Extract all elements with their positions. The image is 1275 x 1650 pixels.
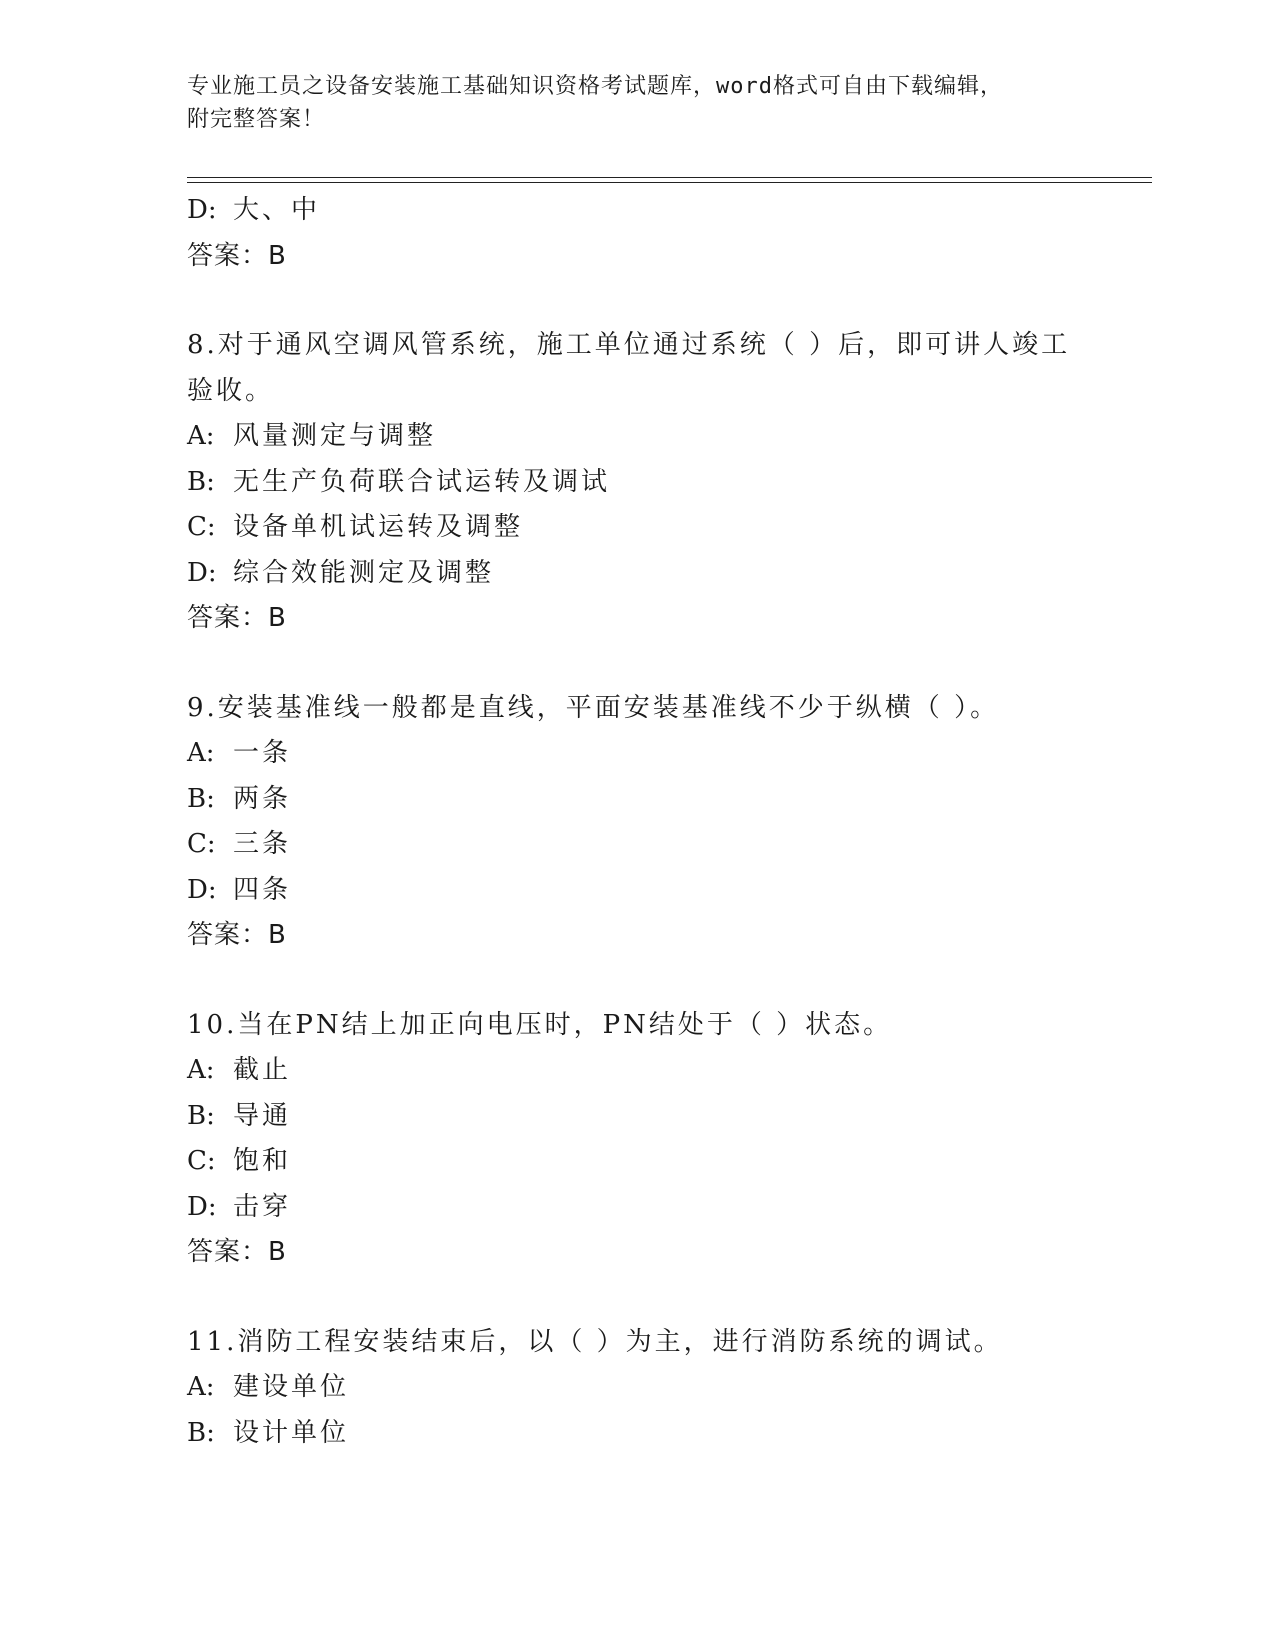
option-b bbox=[187, 460, 1087, 506]
answer: 答案：B bbox=[187, 920, 287, 950]
question-stem: 9.安装基准线一般都是直线，平面安装基准线不少于纵横（ ）。 bbox=[187, 692, 1000, 723]
option-letter: B: bbox=[187, 1100, 215, 1131]
question-11 bbox=[187, 1320, 1087, 1457]
question-list bbox=[187, 188, 1087, 1456]
header-line-1: 专业施工员之设备安装施工基础知识资格考试题库，word格式可自由下载编辑， bbox=[187, 74, 1003, 99]
option-a bbox=[187, 731, 1087, 777]
option-letter: D: bbox=[187, 557, 217, 588]
header-divider-top bbox=[187, 177, 1152, 178]
option-text: 设备单机试运转及调整 bbox=[233, 512, 524, 542]
option-letter: A: bbox=[187, 1372, 215, 1402]
option-d bbox=[187, 1185, 1087, 1231]
option-text: 两条 bbox=[233, 783, 292, 814]
answer: 答案：B bbox=[187, 1237, 287, 1267]
option-a bbox=[187, 414, 1087, 460]
question-spacer bbox=[187, 959, 1087, 1003]
question-8 bbox=[187, 323, 1087, 642]
option-c bbox=[187, 822, 1087, 868]
option-text: 无生产负荷联合试运转及调试 bbox=[233, 466, 611, 497]
option-letter: C: bbox=[187, 829, 216, 859]
question-10 bbox=[187, 1003, 1087, 1276]
option-d bbox=[187, 868, 1087, 914]
option-letter: B: bbox=[187, 783, 215, 814]
option-letter: A: bbox=[187, 421, 215, 451]
option-text: 导通 bbox=[233, 1100, 292, 1131]
option-text: 风量测定与调整 bbox=[233, 421, 437, 451]
option-letter: A: bbox=[187, 1055, 215, 1085]
option-letter: B: bbox=[187, 1417, 215, 1448]
option-d bbox=[187, 551, 1087, 597]
option-a bbox=[187, 1048, 1087, 1094]
option-letter: C: bbox=[187, 1146, 216, 1176]
option-b bbox=[187, 1411, 1087, 1457]
option-text: 设计单位 bbox=[233, 1417, 350, 1448]
question-spacer bbox=[187, 1276, 1087, 1320]
option-b bbox=[187, 1094, 1087, 1140]
question-stem-continued: 验收。 bbox=[187, 375, 275, 406]
answer: 答案：B bbox=[187, 603, 287, 633]
option-b bbox=[187, 777, 1087, 823]
option-c bbox=[187, 1139, 1087, 1185]
option-text: 四条 bbox=[233, 874, 292, 905]
option-text: 综合效能测定及调整 bbox=[233, 557, 495, 588]
option-text: 一条 bbox=[233, 738, 292, 768]
question-stem: 10.当在PN结上加正向电压时，PN结处于（ ）状态。 bbox=[187, 1009, 893, 1040]
question-stem: 11.消防工程安装结束后，以（ ）为主，进行消防系统的调试。 bbox=[187, 1326, 1003, 1357]
question-spacer bbox=[187, 642, 1087, 686]
option-a bbox=[187, 1365, 1087, 1411]
question-stem: 8.对于通风空调风管系统，施工单位通过系统（ ）后，即可讲人竣工 bbox=[187, 330, 1071, 360]
option-letter: D: bbox=[187, 1191, 217, 1222]
document-header bbox=[187, 70, 1067, 136]
answer: 答案：B bbox=[187, 240, 287, 271]
header-divider-bottom bbox=[187, 182, 1152, 183]
question-spacer bbox=[187, 279, 1087, 323]
option-letter: A: bbox=[187, 738, 215, 768]
option-letter: B: bbox=[187, 466, 215, 497]
option-text: 建设单位 bbox=[233, 1372, 350, 1402]
option-text: 截止 bbox=[233, 1055, 292, 1085]
option-letter: D: bbox=[187, 874, 217, 905]
header-line-2: 附完整答案！ bbox=[187, 107, 326, 132]
question-9 bbox=[187, 686, 1087, 959]
option-d bbox=[187, 188, 1087, 234]
option-text: 击穿 bbox=[233, 1191, 292, 1222]
option-c bbox=[187, 505, 1087, 551]
option-text: 饱和 bbox=[233, 1146, 292, 1176]
option-letter: C: bbox=[187, 512, 216, 542]
option-letter: D: bbox=[187, 195, 217, 225]
option-text: 三条 bbox=[233, 829, 292, 859]
option-text: 大、中 bbox=[233, 195, 321, 225]
